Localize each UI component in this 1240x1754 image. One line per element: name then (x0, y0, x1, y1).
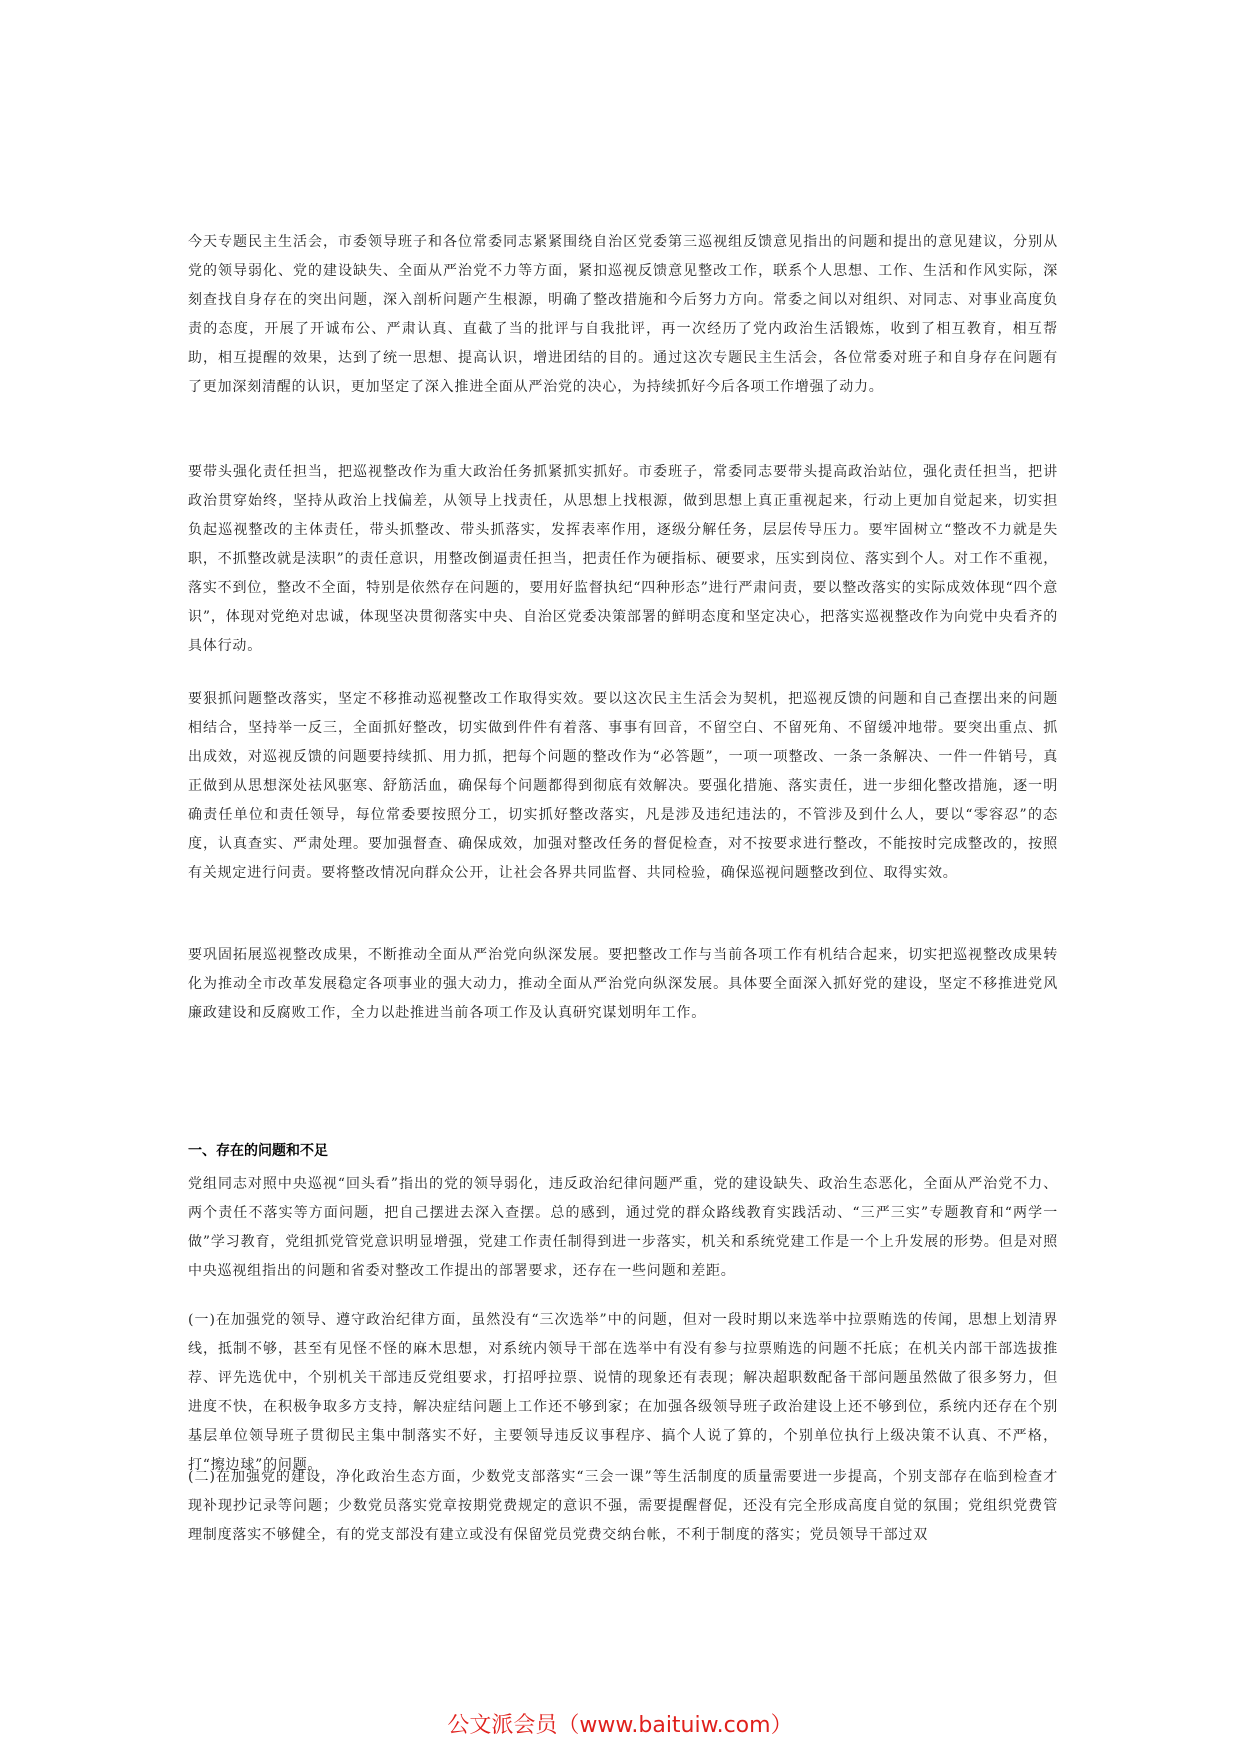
rectification-paragraph: 要狠抓问题整改落实，坚定不移推动巡视整改工作取得实效。要以这次民主生活会为契机，把巡视反馈的问题和自己查摆出来的问题相结合，坚持举一反三，全面抓好整改，切实做到件件有着落、事事有回音，不留空白、不留死角、不留缓冲地带。要突出重点、抓出成效，对巡视反馈的问题要持续抓、用力抓，把每个问题的整改作为“必答题”，一项一项整改、一条一条解决、一件一件销号，真正做到从思想深处祛风驱寒、舒筋活血，确保每个问题都得到彻底有效解决。要强化措施、落实责任，进一步细化整改措施，逐一明确责任单位和责任领导，每位常委要按照分工，切实抓好整改落实，凡是涉及违纪违法的，不管涉及到什么人，要以“零容忍”的态度，认真查实、严肃处理。要加强督查、确保成效，加强对整改任务的督促检查，对不按要求进行整改，不能按时完成整改的，按照有关规定进行问责。要将整改情况向群众公开，让社会各界共同监督、共同检验，确保巡视问题整改到位、取得实效。 (188, 691, 1058, 881)
intro-paragraph: 今天专题民主生活会，市委领导班子和各位常委同志紧紧围绕自治区党委第三巡视组反馈意见指出的问题和提出的意见建议，分别从党的领导弱化、党的建设缺失、全面从严治党不力等方面，紧扣巡视反馈意见整改工作，联系个人思想、工作、生活和作风实际，深刻查找自身存在的突出问题，深入剖析问题产生根源，明确了整改措施和今后努力方向。常委之间以对组织、对同志、对事业高度负责的态度，开展了开诚布公、严肃认真、直截了当的批评与自我批评，再一次经历了党内政治生活锻炼，收到了相互教育，相互帮助，相互提醒的效果，达到了统一思想、提高认识，增进团结的目的。通过这次专题民主生活会，各位常委对班子和自身存在问题有了更加深刻清醒的认识，更加坚定了深入推进全面从严治党的决心，为持续抓好今后各项工作增强了动力。 (188, 234, 1058, 395)
section-item-1-paragraph: (一)在加强党的领导、遵守政治纪律方面，虽然没有“三次选举”中的问题，但对一段时期以来选举中拉票贿选的传闻，思想上划清界线，抵制不够，甚至有见怪不怪的麻木思想，对系统内领导干部在选举中有没有参与拉票贿选的问题不托底；在机关内部干部选拔推荐、评先选优中，个别机关干部违反党组要求，打招呼拉票、说情的现象还有表现；解决超职数配备干部问题虽然做了很多努力，但进度不快，在积极争取多方支持，解决症结问题上工作还不够到家；在加强各级领导班子政治建设上还不够到位，系统内还存在个别基层单位领导班子贯彻民主集中制落实不好，主要领导违反议事程序、搞个人说了算的，个别单位执行上级决策不认真、不严格，打“擦边球”的问题。 (188, 1312, 1058, 1473)
section-item-2-paragraph: (二)在加强党的建设，净化政治生态方面，少数党支部落实“三会一课”等生活制度的质量需要进一步提高，个别支部存在临到检查才现补现抄记录等问题；少数党员落实党章按期党费规定的意识不强，需要提醒督促，还没有完全形成高度自觉的氛围；党组织党费管理制度落实不够健全，有的党支部没有建立或没有保留党员党费交纳台帐，不利于制度的落实；党员领导干部过双 (188, 1469, 1058, 1543)
section-intro-paragraph: 党组同志对照中央巡视“回头看”指出的党的领导弱化，违反政治纪律问题严重，党的建设缺失、政治生态恶化，全面从严治党不力、两个责任不落实等方面问题，把自己摆进去深入查摆。总的感到，通过党的群众路线教育实践活动、“三严三实”专题教育和“两学一做”学习教育，党组抓党管党意识明显增强，党建工作责任制得到进一步落实，机关和系统党建工作是一个上升发展的形势。但是对照中央巡视组指出的问题和省委对整改工作提出的部署要求，还存在一些问题和差距。 (188, 1176, 1058, 1279)
responsibility-paragraph: 要带头强化责任担当，把巡视整改作为重大政治任务抓紧抓实抓好。市委班子，常委同志要带头提高政治站位，强化责任担当，把讲政治贯穿始终，坚持从政治上找偏差，从领导上找责任，从思想上找根源，做到思想上真正重视起来，行动上更加自觉起来，切实担负起巡视整改的主体责任，带头抓整改、带头抓落实，发挥表率作用，逐级分解任务，层层传导压力。要牢固树立“整改不力就是失职，不抓整改就是渎职”的责任意识，用整改倒逼责任担当，把责任作为硬指标、硬要求，压实到岗位、落实到个人。对工作不重视，落实不到位，整改不全面，特别是依然存在问题的，要用好监督执纪“四种形态”进行严肃问责，要以整改落实的实际成效体现“四个意识”，体现对党绝对忠诚，体现坚决贯彻落实中央、自治区党委决策部署的鲜明态度和坚定决心，把落实巡视整改作为向党中央看齐的具体行动。 (188, 464, 1058, 654)
footer-watermark: 公文派会员（www.baituiw.com） (447, 1713, 793, 1738)
consolidation-paragraph: 要巩固拓展巡视整改成果，不断推动全面从严治党向纵深发展。要把整改工作与当前各项工作有机结合起来，切实把巡视整改成果转化为推动全市改革发展稳定各项事业的强大动力，推动全面从严治党向纵深发展。具体要全面深入抓好党的建设，坚定不移推进党风廉政建设和反腐败工作，全力以赴推进当前各项工作及认真研究谋划明年工作。 (188, 947, 1058, 1021)
section-heading: 一、存在的问题和不足 (188, 1143, 328, 1159)
